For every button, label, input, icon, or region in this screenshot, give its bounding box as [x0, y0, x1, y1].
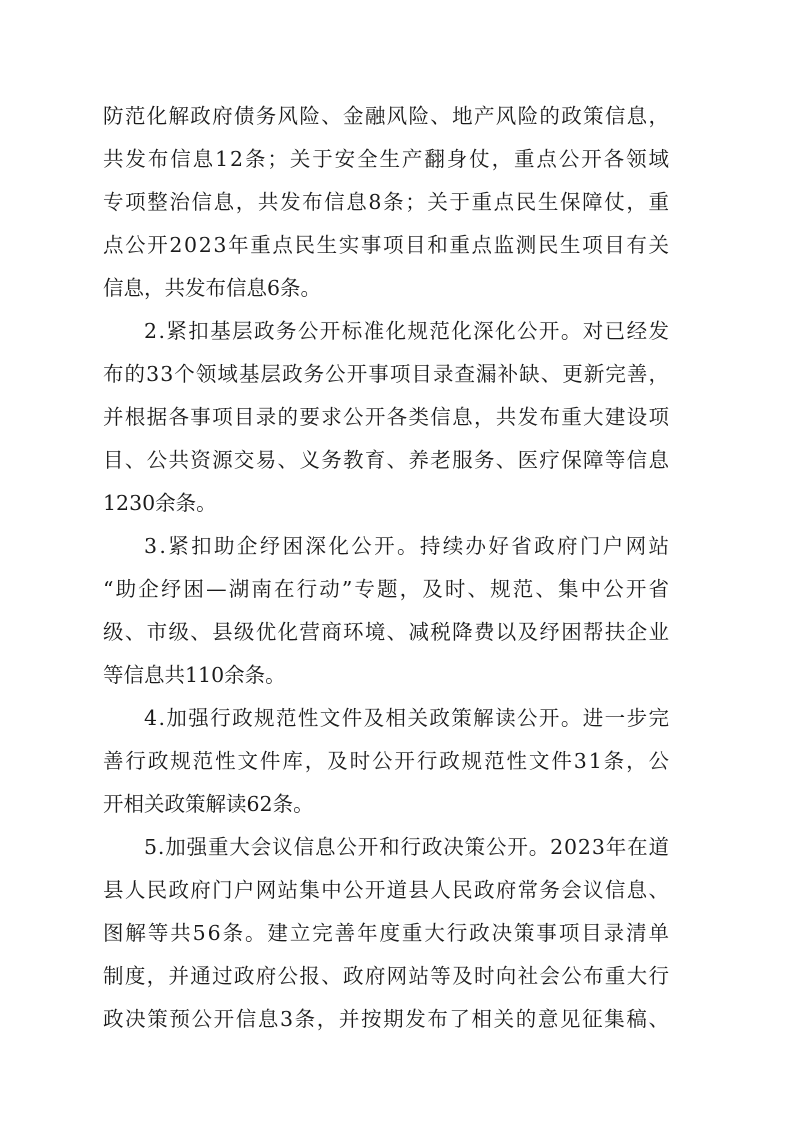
text-line: [0, 354, 793, 394]
line-text: 县人民政府门户网站集中公开道县人民政府常务会议信息、: [103, 878, 671, 902]
line-text: 专项整治信息，共发布信息8条；关于重点民生保障仗，重: [103, 190, 671, 214]
text-line: [0, 526, 793, 566]
text-line: [0, 483, 793, 523]
text-line: [0, 612, 793, 652]
text-line: [0, 139, 793, 179]
text-line: [0, 913, 793, 953]
line-text: 图解等共56条。建立完善年度重大行政决策事项目录清单: [103, 921, 671, 945]
text-line: [0, 784, 793, 824]
text-line: [0, 182, 793, 222]
text-line: [0, 870, 793, 910]
line-text: 并根据各事项目录的要求公开各类信息，共发布重大建设项: [103, 405, 671, 429]
text-line: [0, 268, 793, 308]
text-line: [0, 999, 793, 1039]
text-line: [0, 225, 793, 265]
line-text: 共发布信息12条；关于安全生产翻身仗，重点公开各领域: [103, 147, 671, 171]
text-line: [0, 698, 793, 738]
line-text: 善行政规范性文件库，及时公开行政规范性文件31条，公: [103, 749, 671, 773]
line-text: 制度，并通过政府公报、政府网站等及时向社会公布重大行: [103, 964, 671, 988]
text-line: [0, 311, 793, 351]
line-text: 5.加强重大会议信息公开和行政决策公开。2023年在道: [144, 835, 670, 859]
line-text: 4.加强行政规范性文件及相关政策解读公开。进一步完: [144, 706, 671, 730]
text-line: [0, 956, 793, 996]
line-text: 1230余条。: [103, 491, 217, 515]
text-line: [0, 96, 793, 136]
line-text: “助企纾困—湖南在行动”专题，及时、规范、集中公开省: [103, 577, 672, 601]
text-line: [0, 741, 793, 781]
line-text: 3.紧扣助企纾困深化公开。持续办好省政府门户网站: [144, 534, 672, 558]
line-text: 点公开2023年重点民生实事项目和重点监测民生项目有关: [103, 233, 671, 257]
text-line: [0, 655, 793, 695]
line-text: 开相关政策解读62条。: [103, 792, 314, 816]
text-line: [0, 569, 793, 609]
line-text: 信息，共发布信息6条。: [103, 276, 322, 300]
line-text: 布的33个领域基层政务公开事项目录查漏补缺、更新完善，: [103, 362, 671, 386]
text-line: [0, 397, 793, 437]
line-text: 级、市级、县级优化营商环境、减税降费以及纾困帮扶企业: [103, 620, 671, 644]
line-text: 目、公共资源交易、义务教育、养老服务、医疗保障等信息: [103, 448, 671, 472]
text-line: [0, 827, 793, 867]
line-text: 政决策预公开信息3条，并按期发布了相关的意见征集稿、: [103, 1007, 671, 1031]
text-line: [0, 440, 793, 480]
line-text: 2.紧扣基层政务公开标准化规范化深化公开。对已经发: [144, 319, 671, 343]
line-text: 等信息共110余条。: [103, 663, 286, 687]
line-text: 防范化解政府债务风险、金融风险、地产风险的政策信息，: [103, 104, 671, 128]
